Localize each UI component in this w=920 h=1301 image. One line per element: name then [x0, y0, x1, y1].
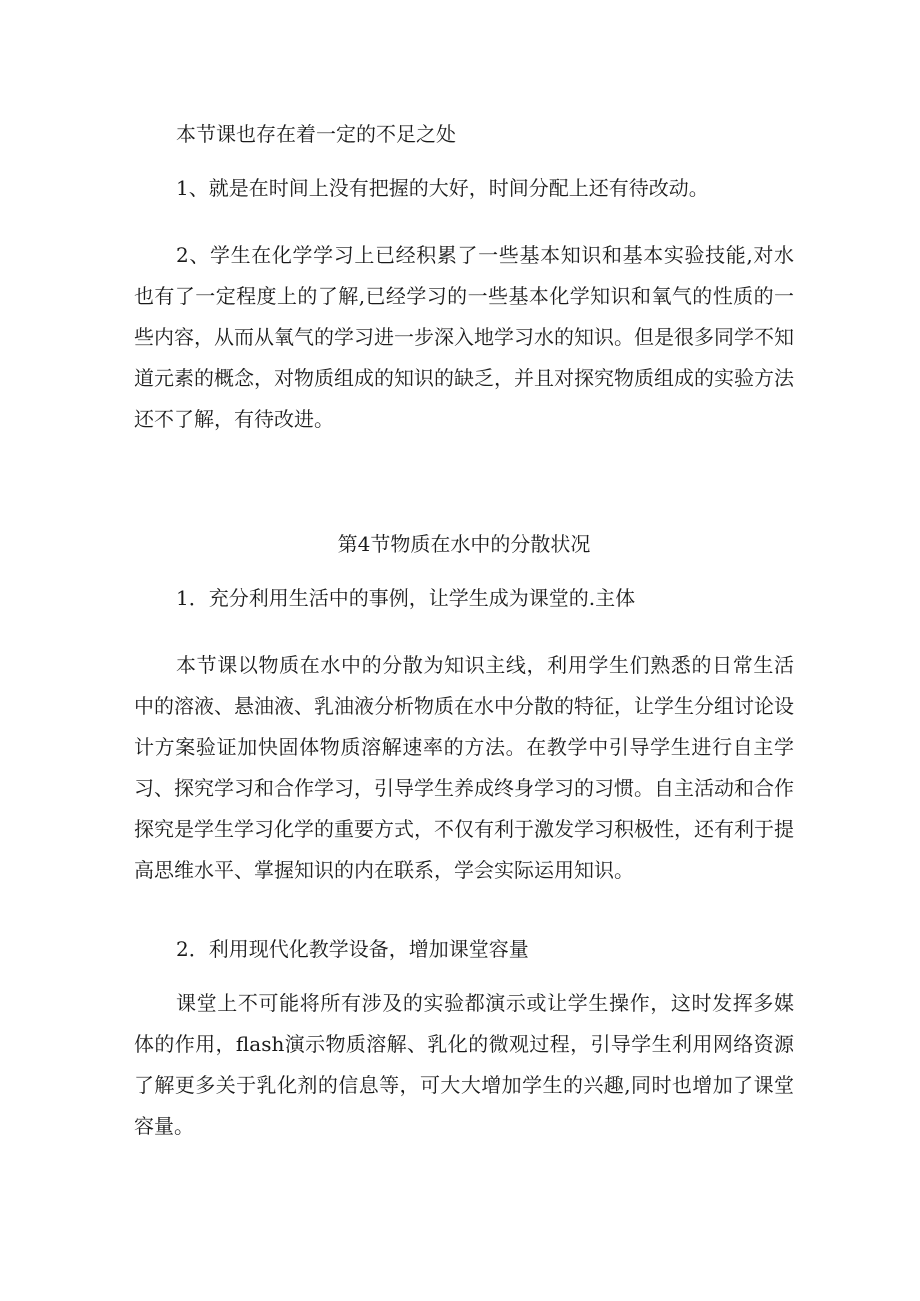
- paragraph-body-1: 本节课以物质在水中的分散为知识主线，利用学生们熟悉的日常生活中的溶液、悬油液、乳油液分析物质在水中分散的特征，让学生分组讨论设计方案验证加快固体物质溶解速率的方法。在教学中引导学生进行自主学习、探究学习和合作学习，引导学生养成终身学习的习惯。自主活动和合作探究是学生学习化学的重要方式，不仅有利于激发学习积极性，还有利于提高思维水平、掌握知识的内在联系，学会实际运用知识。: [134, 653, 794, 882]
- paragraph-point-2: 2、学生在化学学习上已经积累了一些基本知识和基本实验技能,对水也有了一定程度上的了解,已经学习的一些基本化学知识和氧气的性质的一些内容，从而从氧气的学习进一步深入地学习水的知识。但是很多同学不知道元素的概念，对物质组成的知识的缺乏，并且对探究物质组成的实验方法还不了解，有待改进。: [134, 243, 794, 431]
- section-heading: 第4节物质在水中的分散状况: [337, 532, 591, 556]
- paragraph-intro: 本节课也存在着一定的不足之处: [176, 122, 456, 146]
- subheading-2: 2．利用现代化教学设备，增加课堂容量: [176, 937, 529, 961]
- paragraph-point-1: 1、就是在时间上没有把握的大好，时间分配上还有待改动。: [176, 176, 709, 200]
- subheading-1: 1．充分利用生活中的事例，让学生成为课堂的.主体: [176, 586, 636, 610]
- paragraph-body-2: 课堂上不可能将所有涉及的实验都演示或让学生操作，这时发挥多媒体的作用，flash演示物质溶解、乳化的微观过程，引导学生利用网络资源了解更多关于乳化剂的信息等，可大大增加学生的兴趣,同时也增加了课堂容量。: [134, 991, 794, 1138]
